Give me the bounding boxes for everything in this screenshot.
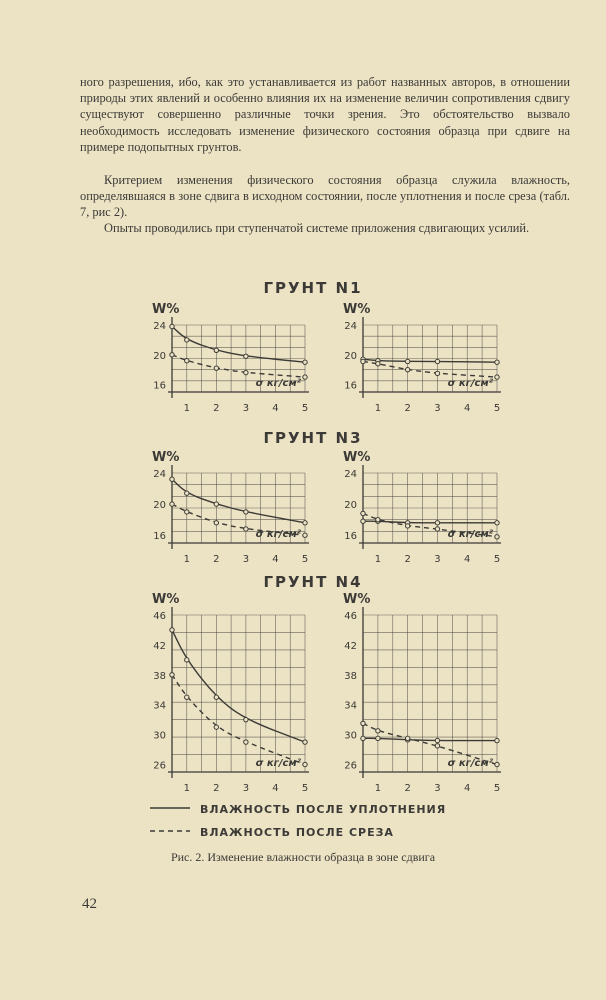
x-tick-label: 3	[242, 554, 250, 565]
x-tick-label: 5	[301, 554, 309, 565]
chart-2	[343, 302, 501, 414]
data-point	[214, 502, 218, 506]
data-point	[244, 354, 248, 358]
data-point	[376, 736, 380, 740]
data-point	[495, 535, 499, 539]
y-tick-label: 16	[153, 380, 166, 392]
x-tick-label: 4	[464, 403, 471, 414]
data-point	[214, 521, 218, 525]
chart-6	[343, 592, 501, 794]
x-tick-label: 2	[404, 554, 411, 565]
series-line-after-shear	[172, 355, 305, 377]
data-point	[303, 533, 307, 537]
y-tick-label: 34	[344, 700, 357, 712]
data-point	[435, 527, 439, 531]
series-line-after-compaction	[172, 326, 305, 362]
x-tick-label: 1	[183, 403, 190, 414]
y-axis-label: W%	[343, 592, 371, 607]
y-tick-label: 20	[153, 350, 166, 362]
x-tick-label: 1	[183, 783, 190, 794]
x-tick-label: 3	[434, 783, 441, 794]
charts-container	[152, 302, 501, 794]
y-tick-label: 42	[153, 640, 166, 652]
x-tick-label: 3	[242, 783, 250, 794]
data-point	[170, 673, 174, 677]
x-tick-label: 5	[493, 554, 501, 565]
data-point	[303, 521, 307, 525]
x-axis-label: σ кг/см²	[255, 529, 301, 540]
chart-4	[343, 450, 501, 565]
chart-5	[152, 592, 309, 794]
data-point	[495, 375, 499, 379]
data-point	[405, 367, 409, 371]
data-point	[185, 510, 189, 514]
y-tick-label: 26	[344, 760, 357, 772]
data-point	[435, 744, 439, 748]
paragraph-2: Критерием изменения физического состояния образца служила влажность, определявшаяся в зоне сдвига в исходном состоянии, после уплотнения и после среза (табл. 7, рис 2).	[80, 173, 570, 220]
y-tick-label: 34	[153, 700, 166, 712]
x-tick-label: 5	[301, 403, 309, 414]
data-point	[435, 521, 439, 525]
data-point	[361, 359, 365, 363]
x-tick-label: 4	[464, 554, 471, 565]
x-tick-label: 5	[493, 783, 501, 794]
data-point	[405, 524, 409, 528]
data-point	[244, 370, 248, 374]
x-axis-label: σ кг/см²	[447, 529, 493, 540]
data-point	[405, 359, 409, 363]
data-point	[435, 359, 439, 363]
page-number: 42	[82, 896, 97, 912]
group-title-4: ГРУНТ N4	[263, 573, 363, 591]
legend-dashed-label: ВЛАЖНОСТЬ ПОСЛЕ СРЕЗА	[200, 826, 394, 839]
x-tick-label: 3	[242, 403, 250, 414]
y-tick-label: 24	[344, 321, 357, 332]
data-point	[244, 740, 248, 744]
y-tick-label: 26	[153, 760, 166, 772]
y-tick-label: 20	[344, 500, 357, 512]
data-point	[495, 762, 499, 766]
group-title-3: ГРУНТ N3	[263, 429, 363, 447]
data-point	[361, 519, 365, 523]
data-point	[170, 477, 174, 481]
x-axis-label: σ кг/см²	[447, 378, 493, 389]
series-line-after-compaction	[172, 630, 305, 742]
x-tick-label: 2	[404, 783, 411, 794]
x-tick-label: 1	[374, 783, 382, 794]
y-tick-label: 38	[344, 670, 357, 682]
data-point	[303, 375, 307, 379]
y-axis-label: W%	[152, 302, 180, 317]
y-tick-label: 20	[153, 500, 166, 512]
x-axis-label: σ кг/см²	[255, 378, 301, 389]
data-point	[405, 736, 409, 740]
data-point	[361, 511, 365, 515]
data-point	[303, 762, 307, 766]
x-tick-label: 1	[374, 554, 382, 565]
x-axis-label: σ кг/см²	[447, 758, 493, 769]
data-point	[435, 738, 439, 742]
x-tick-label: 2	[213, 403, 220, 414]
series-line-after-compaction	[363, 521, 497, 523]
data-point	[361, 736, 365, 740]
series-line-after-shear	[363, 723, 497, 764]
x-tick-label: 4	[272, 403, 279, 414]
y-axis-label: W%	[343, 302, 371, 317]
data-point	[495, 360, 499, 364]
y-tick-label: 24	[153, 321, 166, 332]
y-tick-label: 42	[344, 640, 357, 652]
x-tick-label: 3	[434, 403, 441, 414]
y-tick-label: 16	[153, 531, 166, 543]
data-point	[185, 491, 189, 495]
x-tick-label: 2	[213, 554, 220, 565]
y-tick-label: 46	[153, 611, 166, 622]
data-point	[303, 360, 307, 364]
x-tick-label: 2	[404, 403, 411, 414]
y-tick-label: 46	[344, 611, 357, 622]
data-point	[376, 729, 380, 733]
data-point	[244, 510, 248, 514]
data-point	[214, 348, 218, 352]
y-axis-label: W%	[152, 592, 180, 607]
series-line-after-shear	[363, 361, 497, 377]
series-line-after-compaction	[172, 479, 305, 523]
data-point	[214, 366, 218, 370]
x-tick-label: 1	[183, 554, 190, 565]
x-tick-label: 5	[493, 403, 501, 414]
x-axis-label: σ кг/см²	[255, 758, 301, 769]
data-point	[185, 658, 189, 662]
data-point	[376, 362, 380, 366]
data-point	[185, 695, 189, 699]
y-tick-label: 24	[344, 469, 357, 480]
figure-caption: Рис. 2. Изменение влажности образца в зоне сдвига	[170, 850, 436, 864]
data-point	[170, 353, 174, 357]
series-line-after-compaction	[363, 738, 497, 740]
legend-solid-label: ВЛАЖНОСТЬ ПОСЛЕ УПЛОТНЕНИЯ	[200, 803, 447, 816]
y-tick-label: 20	[344, 350, 357, 362]
x-tick-label: 4	[272, 783, 279, 794]
data-point	[170, 628, 174, 632]
data-point	[170, 324, 174, 328]
data-point	[244, 527, 248, 531]
y-axis-label: W%	[152, 450, 180, 465]
paragraph-1: ного разрешения, ибо, как это устанавливается из работ названных авторов, в отношении природы этих явлений и особенно влияния их на изменение величин сопротивления сдвигу существуют совершенно различные точки зрения. Это обстоятельство вызвало необходимость исследовать изменение физического состояния образца при сдвиге на примере подопытных грунтов.	[80, 75, 570, 154]
data-point	[214, 725, 218, 729]
data-point	[244, 717, 248, 721]
y-tick-label: 24	[153, 469, 166, 480]
chart-3	[152, 450, 309, 565]
y-tick-label: 38	[153, 670, 166, 682]
x-tick-label: 4	[464, 783, 471, 794]
y-tick-label: 30	[153, 730, 166, 742]
data-point	[435, 371, 439, 375]
data-point	[495, 521, 499, 525]
y-tick-label: 16	[344, 531, 357, 543]
y-tick-label: 30	[344, 730, 357, 742]
data-point	[170, 502, 174, 506]
data-point	[185, 359, 189, 363]
data-point	[303, 740, 307, 744]
paragraph-3: Опыты проводились при ступенчатой системе приложения сдвигающих усилий.	[104, 221, 530, 235]
x-tick-label: 2	[213, 783, 220, 794]
data-point	[361, 721, 365, 725]
y-axis-label: W%	[343, 450, 371, 465]
data-point	[214, 695, 218, 699]
x-tick-label: 5	[301, 783, 309, 794]
x-tick-label: 3	[434, 554, 441, 565]
data-point	[376, 517, 380, 521]
data-point	[495, 738, 499, 742]
x-tick-label: 4	[272, 554, 279, 565]
data-point	[185, 338, 189, 342]
x-tick-label: 1	[374, 403, 382, 414]
series-line-after-compaction	[363, 359, 497, 362]
group-title-1: ГРУНТ N1	[263, 279, 363, 297]
chart-1	[152, 302, 309, 414]
y-tick-label: 16	[344, 380, 357, 392]
